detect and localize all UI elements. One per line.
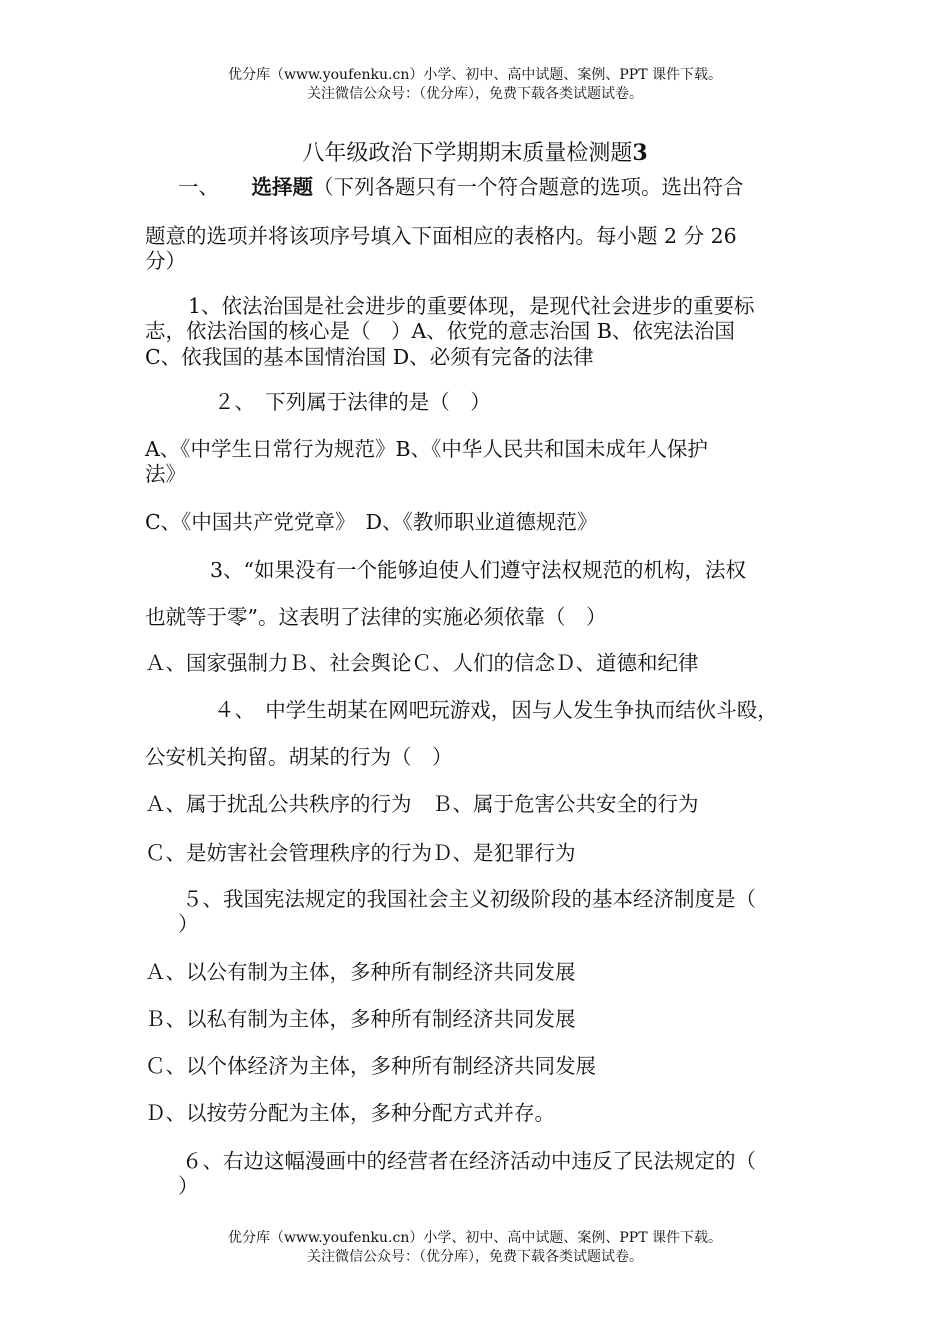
q4-line-1: ４、 中学生胡某在网吧玩游戏，因与人发生争执而结伙斗殴， [214, 698, 778, 722]
q2-line-1: ２、 下列属于法律的是（ ） [214, 390, 491, 414]
title-text: 八年级政治下学期期末质量检测题 [302, 141, 633, 166]
q1-line-1: 1、依法治国是社会进步的重要体现，是现代社会进步的重要标 [188, 294, 755, 318]
q3-line-3: Ａ、国家强制力Ｂ、社会舆论Ｃ、人们的信念Ｄ、道德和纪律 [145, 651, 699, 675]
q3-line-1: 3、“如果没有一个能够迫使人们遵守法权规范的机构，法权 [210, 558, 747, 582]
title-number: 3 [632, 140, 648, 166]
footer-line-1: 优分库（www.youfenku.cn）小学、初中、高中试题、案例、PPT 课件下载。 [227, 1230, 722, 1246]
q5-line-1: ５、我国宪法规定的我国社会主义初级阶段的基本经济制度是（ [182, 887, 756, 911]
q5-option-c: Ｃ、以个体经济为主体，多种所有制经济共同发展 [145, 1054, 596, 1078]
page-header [0, 66, 950, 104]
section-instructions-2: 题意的选项并将该项序号填入下面相应的表格内。每小题 2 分 26 [145, 224, 737, 248]
q5-option-b: Ｂ、以私有制为主体，多种所有制经济共同发展 [145, 1007, 576, 1031]
q5-line-2: ） [178, 912, 199, 936]
q6-line-1: ６、右边这幅漫画中的经营者在经济活动中违反了民法规定的（ [182, 1149, 756, 1173]
q2-line-3: 法》 [145, 462, 186, 486]
q2-line-2: A、《中学生日常行为规范》B、《中华人民共和国未成年人保护 [145, 437, 708, 461]
q4-line-2: 公安机关拘留。胡某的行为（ ） [145, 745, 453, 769]
q5-option-d: Ｄ、以按劳分配为主体，多种分配方式并存。 [145, 1101, 555, 1125]
page-title [0, 136, 950, 167]
page-footer [0, 1229, 950, 1267]
q2-line-4: C、《中国共产党党章》 D、《教师职业道德规范》 [145, 510, 598, 534]
q5-option-a: Ａ、以公有制为主体，多种所有制经济共同发展 [145, 960, 576, 984]
q4-line-4: Ｃ、是妨害社会管理秩序的行为Ｄ、是犯罪行为 [145, 841, 576, 865]
section-number: 一、 [178, 175, 219, 199]
q3-line-2: 也就等于零”。这表明了法律的实施必须依靠（ ） [145, 605, 607, 629]
section-instructions-1: （下列各题只有一个符合题意的选项。选出符合 [313, 175, 744, 199]
section-instructions-3: 分） [145, 249, 186, 273]
q6-line-2: ） [178, 1174, 199, 1198]
header-line-2: 关注微信公众号：（优分库），免费下载各类试题试卷。 [307, 86, 643, 102]
header-line-1: 优分库（www.youfenku.cn）小学、初中、高中试题、案例、PPT 课件下载。 [227, 67, 722, 83]
q1-line-2: 志，依法治国的核心是（ ）A、依党的意志治国 B、依宪法治国 [145, 319, 735, 343]
q4-line-3: Ａ、属于扰乱公共秩序的行为 Ｂ、属于危害公共安全的行为 [145, 792, 699, 816]
section-heading [178, 174, 744, 200]
section-label: 选择题 [251, 175, 314, 199]
footer-line-2: 关注微信公众号：（优分库），免费下载各类试题试卷。 [307, 1249, 643, 1265]
q1-line-3: C、依我国的基本国情治国 D、必须有完备的法律 [145, 345, 594, 369]
